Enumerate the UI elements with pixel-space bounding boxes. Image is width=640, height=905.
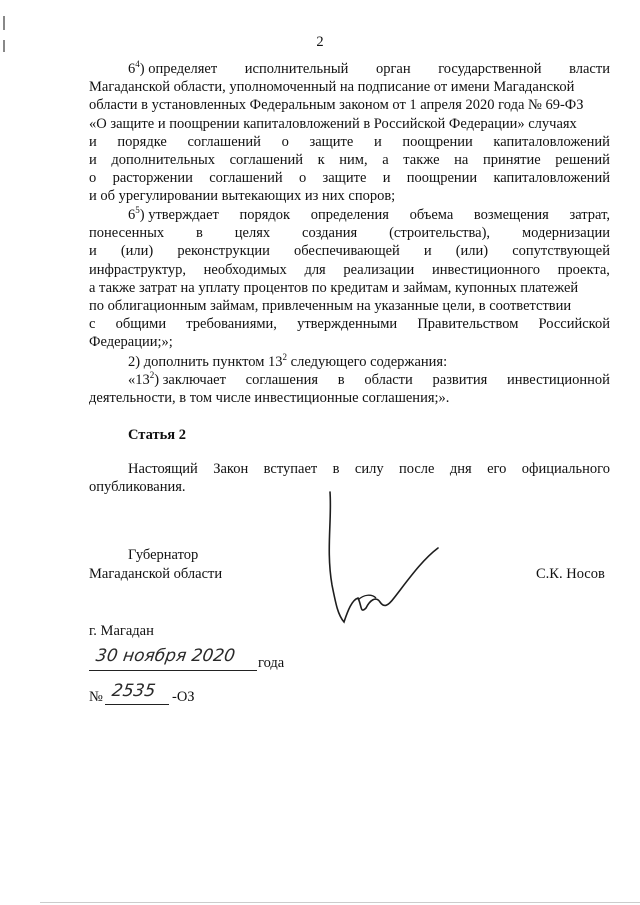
word: порядок [239,207,291,223]
word: официального [521,461,610,477]
paragraph-item-2 [89,353,610,371]
text-line [89,242,610,260]
text-line [89,78,610,96]
word: определения [310,207,389,223]
word: государственной [438,61,542,77]
text-line [89,115,610,133]
text-line [89,151,610,169]
word: поощрении [402,133,473,150]
word: соглашения [245,372,319,388]
word: о [298,170,307,187]
word: соглашений [187,133,261,150]
word: соглашений [229,151,304,168]
word: исполнительный [244,61,349,77]
article-heading: Статья 2 [128,427,186,443]
text-line [89,460,610,478]
word: дополнительных [111,151,215,168]
word: (или) [455,243,489,260]
text-line [89,133,610,151]
word: после [399,461,435,477]
word: соглашений [209,170,283,187]
word: «$13^2$) заключает [128,370,226,388]
word: $6^4$) определяет [128,59,218,77]
paragraph-13-2 [89,371,610,407]
word: капиталовложений [493,133,610,150]
word: $6^5$) утверждает [128,205,219,223]
word: решений [555,151,610,168]
word: объема [409,207,454,223]
word: капиталовложений [493,170,610,187]
word: затрат, [569,207,610,223]
text-line [89,389,610,407]
word: деятельности, в том числе инвестиционные соглашения;». [89,390,450,407]
text-line [89,315,610,333]
word: защите [322,170,367,187]
word: власти [569,61,610,77]
word: Магаданской области, уполномоченный на подписание от имени Магаданской [89,79,575,96]
word: общими [115,316,167,333]
word: орган [375,61,411,77]
signatory-name: С.К. Носов [536,566,605,582]
handwritten-signature [318,490,448,630]
word: проекта, [557,261,610,278]
word: Закон [213,461,249,477]
word: и [89,133,97,150]
signatory-title: Губернатор [128,547,199,563]
word: реализации [343,261,415,278]
handwritten-number: 2535 [110,681,157,701]
page-number: 2 [316,34,324,50]
number-suffix: -ОЗ [172,689,195,705]
word: силу [354,461,384,477]
word: по облигационным займам, привлеченным на указанные цели, в соответствии [89,297,572,314]
word: опубликования. [89,479,186,496]
word: (или) [120,243,154,260]
text-line [89,60,610,78]
place-of-signing: г. Магадан [89,623,154,639]
item-2-text: 2) дополнить пунктом $13^2$ следующего содержания: [128,352,448,370]
word: области в установленных Федеральным законом от 1 апреля 2020 года № 69-ФЗ [89,97,584,114]
word: требованиями, [186,316,277,333]
word: о [89,170,97,187]
word: обеспечивающей [293,243,400,260]
page-edge [40,902,640,903]
word: порядке [117,133,167,150]
word: и [89,243,97,260]
word: понесенных [89,225,165,242]
word: Правительством [417,316,519,333]
word: принятие [482,151,541,168]
word: его [487,461,507,477]
word: к [317,151,325,168]
word: области [364,372,413,388]
word: для [304,261,326,278]
word: создания [302,225,358,242]
word: и об урегулировании вытекающих из них споров; [89,188,396,205]
word: инфраструктур, [89,261,186,278]
word: и [423,243,432,260]
word: «О защите и поощрении капиталовложений в Российской Федерации» случаях [89,115,577,132]
word: вступает [263,461,318,477]
paragraph-6-5 [89,206,610,352]
text-line [89,96,610,114]
word: развития [432,372,488,388]
text-line [89,371,610,389]
signatory-region: Магаданской области [89,566,223,582]
word: реконструкции [177,243,270,260]
word: о [281,133,289,150]
text-line [89,169,610,187]
text-line [89,279,610,297]
word: утвержденными [297,316,398,333]
number-prefix: № [89,689,103,705]
word: необходимых [203,261,287,278]
text-line [89,261,610,279]
word: Федерации;»; [89,334,173,351]
word: с [89,316,96,333]
word: в [337,372,345,388]
word: в [332,461,340,477]
word: (строительства), [389,225,491,242]
word: также [403,151,440,168]
word: Российской [538,316,610,333]
word: поощрении [406,170,478,187]
word: инвестиционной [507,372,610,388]
word: Настоящий [128,461,198,477]
word: сопутствующей [512,243,610,260]
word: инвестиционного [431,261,540,278]
text-line [89,206,610,224]
word: дня [449,461,472,477]
word: ним, [339,151,368,168]
word: и [373,133,382,150]
word: возмещения [473,207,549,223]
word: модернизации [521,225,610,242]
text-line [89,297,610,315]
word: а [382,151,389,168]
word: и [382,170,391,187]
scan-edge-mark [3,16,5,30]
text-line [89,224,610,242]
text-line [89,333,610,351]
word: в [196,225,203,242]
word: а также затрат на уплату процентов по кредитам и займам, купонных платежей [89,279,579,296]
date-suffix: года [258,655,285,671]
word: защите [309,133,354,150]
word: и [89,151,97,168]
paragraph-6-4 [89,60,610,206]
text-line [89,187,610,205]
handwritten-date: 30 ноября 2020 [94,646,237,666]
word: на [454,151,469,168]
word: расторжении [112,170,193,187]
word: целях [234,225,271,242]
